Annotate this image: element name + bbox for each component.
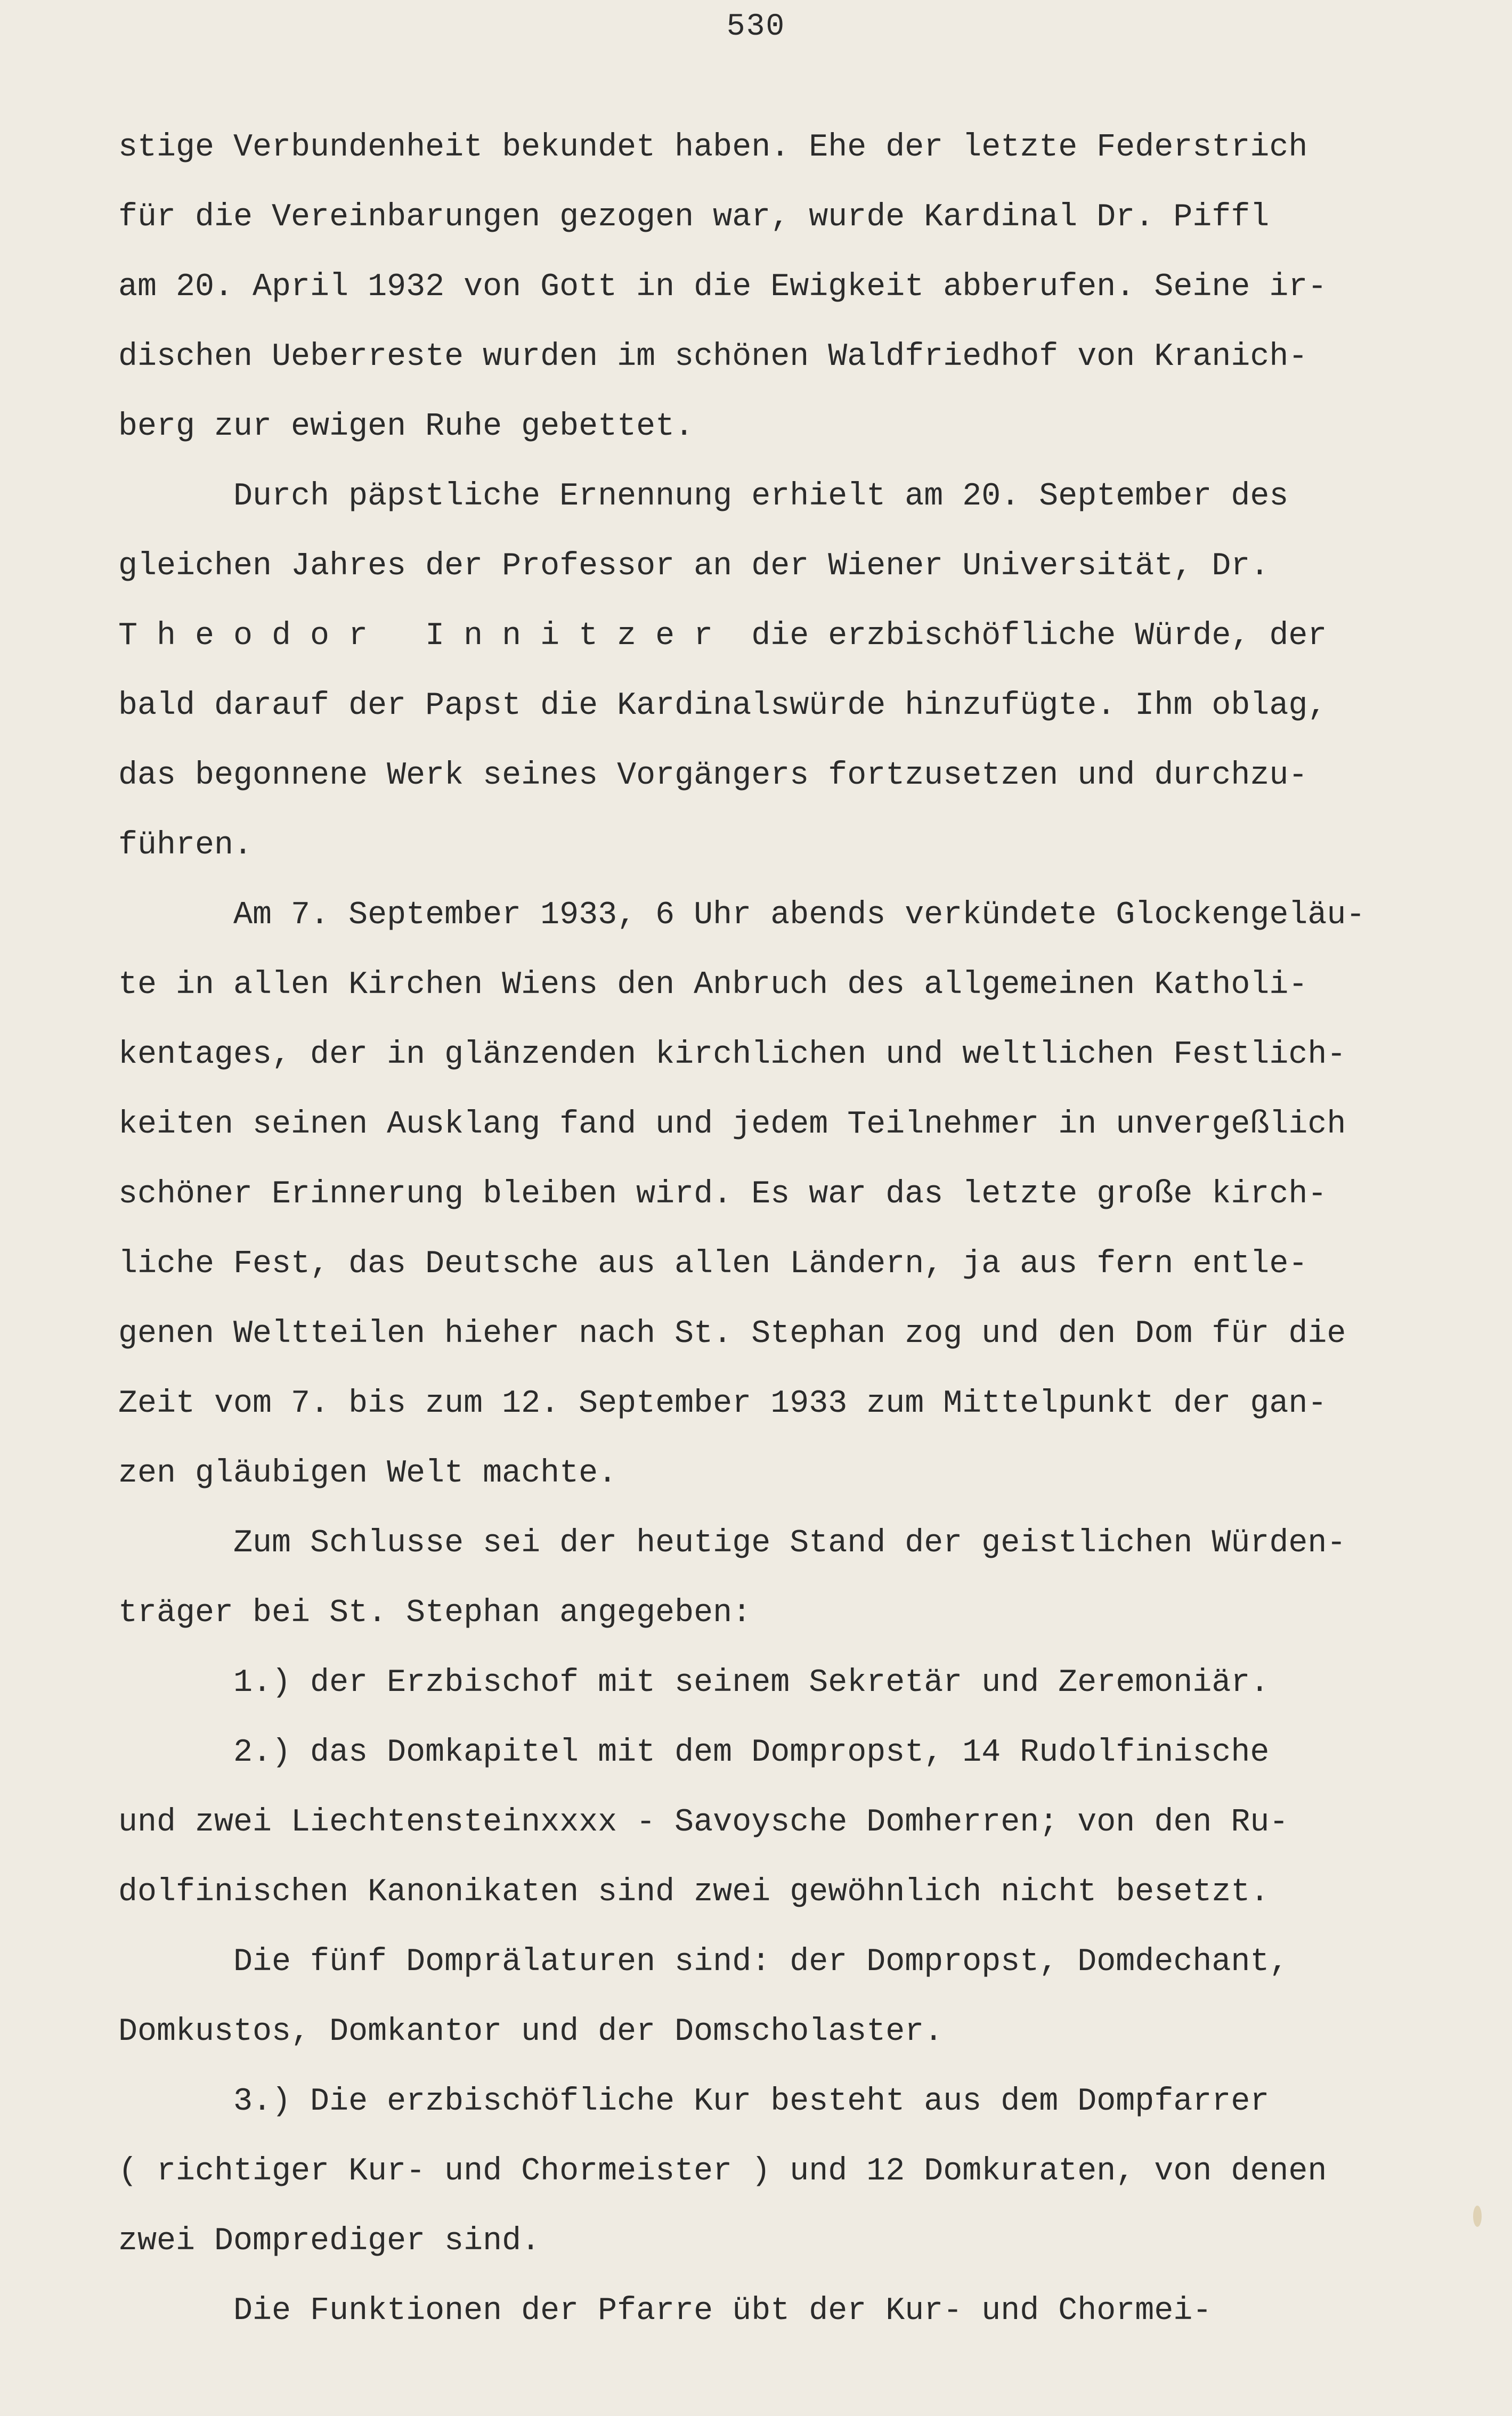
text-line: stige Verbundenheit bekundet haben. Ehe der letzte Federstrich [118,129,1308,166]
text-line: 3.) Die erzbischöfliche Kur besteht aus dem Dompfarrer [118,2084,1270,2120]
text-line: Die Funktionen der Pfarre übt der Kur- und Chormei- [118,2293,1212,2329]
text-line: Die fünf Domprälaturen sind: der Dompropst, Domdechant, [118,1944,1289,1980]
text-line: Zum Schlusse sei der heutige Stand der geistlichen Würden- [118,1525,1346,1561]
text-line: und zwei Liechtensteinxxxx - Savoysche Domherren; von den Ru- [118,1804,1289,1841]
text-line: träger bei St. Stephan angegeben: [118,1595,752,1631]
text-line: führen. [118,827,253,864]
body-text [118,113,1450,2346]
text-line: te in allen Kirchen Wiens den Anbruch des allgemeinen Katholi- [118,967,1308,1003]
text-line: kentages, der in glänzenden kirchlichen und weltlichen Festlich- [118,1037,1346,1073]
page-number: 530 [726,10,786,44]
paper-stain [1473,2206,1482,2227]
text-line: Domkustos, Domkantor und der Domscholaster. [118,2014,944,2050]
text-line: 1.) der Erzbischof mit seinem Sekretär und Zeremoniär. [118,1665,1270,1701]
text-line: dischen Ueberreste wurden im schönen Waldfriedhof von Kranich- [118,339,1308,375]
text-line: schöner Erinnerung bleiben wird. Es war das letzte große kirch- [118,1176,1327,1213]
text-line: berg zur ewigen Ruhe gebettet. [118,409,694,445]
text-line: 2.) das Domkapitel mit dem Dompropst, 14 Rudolfinische [118,1735,1270,1771]
text-line: dolfinischen Kanonikaten sind zwei gewöhnlich nicht besetzt. [118,1874,1270,1910]
text-line: Am 7. September 1933, 6 Uhr abends verkündete Glockengeläu- [118,897,1365,933]
text-line: keiten seinen Ausklang fand und jedem Teilnehmer in unvergeßlich [118,1107,1346,1143]
text-line: zen gläubigen Welt machte. [118,1455,617,1492]
text-line: Zeit vom 7. bis zum 12. September 1933 zum Mittelpunkt der gan- [118,1386,1327,1422]
text-line: T h e o d o r I n n i t z e r die erzbischöfliche Würde, der [118,618,1327,654]
text-line: zwei Domprediger sind. [118,2223,541,2259]
text-line: gleichen Jahres der Professor an der Wiener Universität, Dr. [118,548,1270,584]
text-line: das begonnene Werk seines Vorgängers fortzusetzen und durchzu- [118,758,1308,794]
text-line: Durch päpstliche Ernennung erhielt am 20. September des [118,478,1289,515]
text-line: liche Fest, das Deutsche aus allen Ländern, ja aus fern entle- [118,1246,1308,1282]
text-line: am 20. April 1932 von Gott in die Ewigkeit abberufen. Seine ir- [118,269,1327,305]
text-line: ( richtiger Kur- und Chormeister ) und 12 Domkuraten, von denen [118,2153,1327,2190]
text-line: bald darauf der Papst die Kardinalswürde hinzufügte. Ihm oblag, [118,688,1327,724]
text-line: für die Vereinbarungen gezogen war, wurde Kardinal Dr. Piffl [118,199,1270,235]
text-line: genen Weltteilen hieher nach St. Stephan zog und den Dom für die [118,1316,1346,1352]
